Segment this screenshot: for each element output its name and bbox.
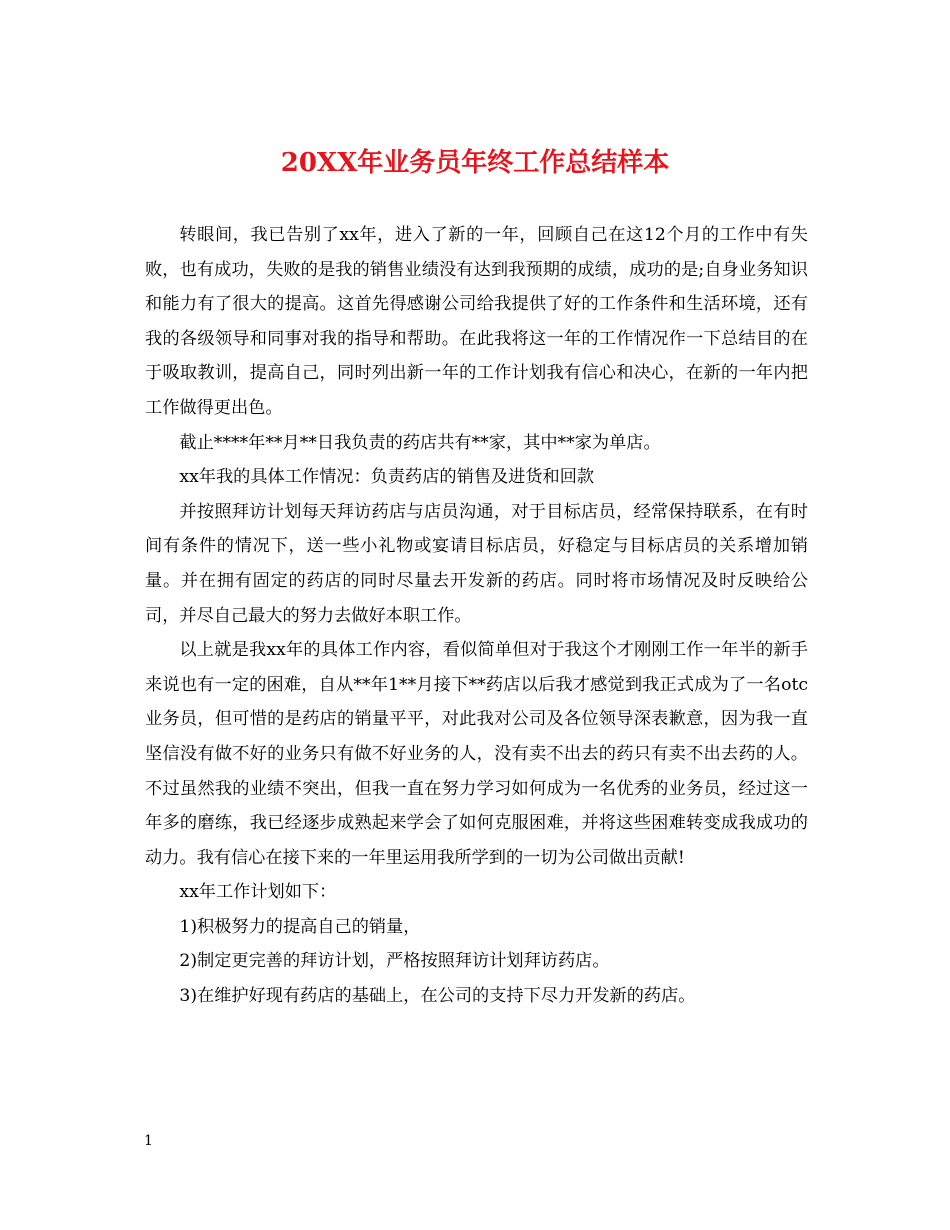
- plan-item-2: 2)制定更完善的拜访计划，严格按照拜访计划拜访药店。: [179, 951, 610, 972]
- paragraph-store-count: 截止****年**月**日我负责的药店共有**家，其中**家为单店。: [179, 432, 661, 453]
- plan-item-3: 3)在维护好现有药店的基础上，在公司的支持下尽力开发新的药店。: [179, 986, 696, 1007]
- page-number: 1: [144, 1133, 153, 1149]
- document-title: 20XX年业务员年终工作总结样本: [280, 148, 670, 178]
- paragraph-plan-heading: xx年工作计划如下：: [179, 882, 337, 903]
- plan-item-1: 1)积极努力的提高自己的销量，: [179, 916, 421, 937]
- paragraph-intro: 转眼间，我已告别了xx年，进入了新的一年，回顾自己在这12个月的工作中有失败，也有成功，失败的是我的销售业绩没有达到我预期的成绩，成功的是;自身业务知识和能力有了很大的提高。这首先得感谢公司给我提供了好的工作条件和生活环境，还有我的各级领导和同事对我的指导和帮助。在此我将这一年的工作情况作一下总结目的在于吸取教训，提高自己，同时列出新一年的工作计划我有信心和决心，在新的一年内把工作做得更出色。: [145, 225, 808, 418]
- document-body: [145, 218, 808, 1014]
- paragraph-reflection: 以上就是我xx年的具体工作内容，看似简单但对于我这个才刚刚工作一年半的新手来说也有一定的困难，自从**年1**月接下**药店以后我才感觉到我正式成为了一名otc业务员，但可惜的是药店的销量平平，对此我对公司及各位领导深表歉意，因为我一直坚信没有做不好的业务只有做不好业务的人，没有卖不出去的药只有卖不出去药的人。不过虽然我的业绩不突出，但我一直在努力学习如何成为一名优秀的业务员，经过这一年多的磨练，我已经逐步成熟起来学会了如何克服困难，并将这些困难转变成我成功的动力。我有信心在接下来的一年里运用我所学到的一切为公司做出贡献!: [145, 640, 808, 868]
- paragraph-visit-plan: 并按照拜访计划每天拜访药店与店员沟通，对于目标店员，经常保持联系，在有时间有条件的情况下，送一些小礼物或宴请目标店员，好稳定与目标店员的关系增加销量。并在拥有固定的药店的同时尽量去开发新的药店。同时将市场情况及时反映给公司，并尽自己最大的努力去做好本职工作。: [145, 501, 808, 626]
- paragraph-work-scope: xx年我的具体工作情况：负责药店的销售及进货和回款: [179, 467, 595, 488]
